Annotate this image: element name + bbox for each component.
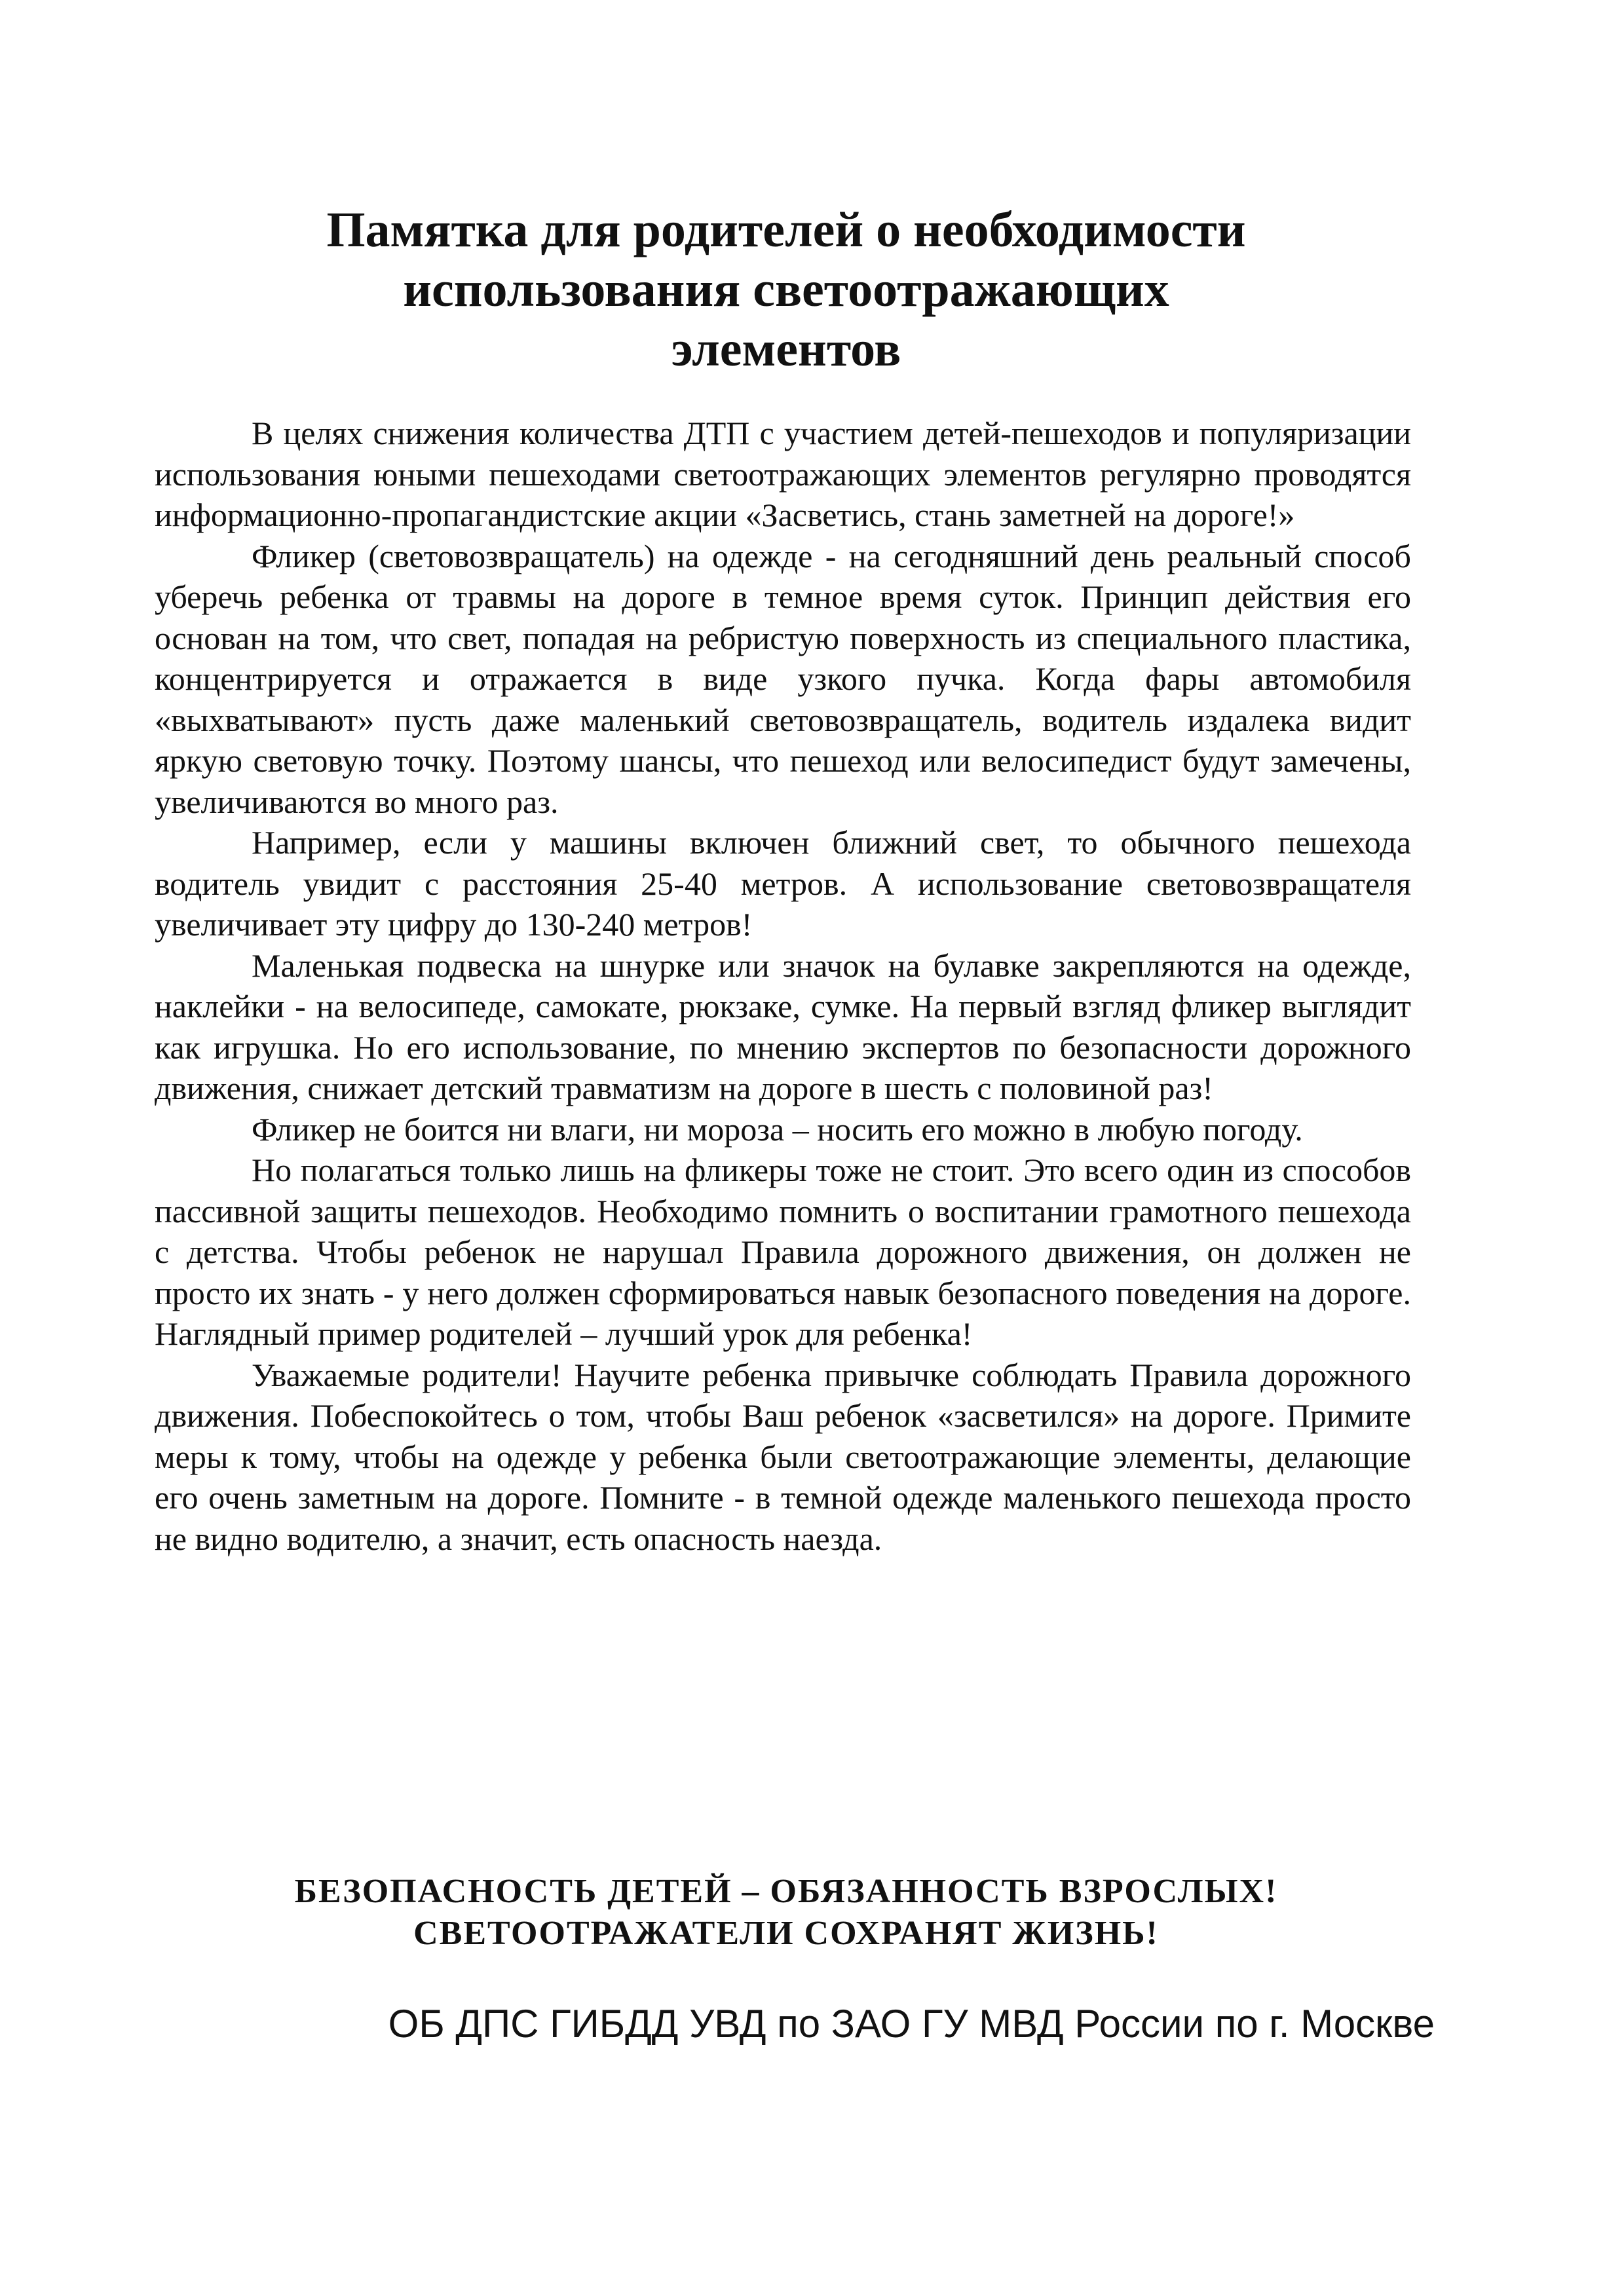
issuer-signature: ОБ ДПС ГИБДД УВД по ЗАО ГУ МВД России по г. Москве: [388, 2002, 1435, 2046]
title-line: элементов: [671, 322, 901, 377]
slogan-line: СВЕТООТРАЖАТЕЛИ СОХРАНЯТ ЖИЗНЬ!: [413, 1915, 1159, 1952]
title-line: использования светоотражающих: [403, 262, 1169, 317]
paragraph-weather: Фликер не боится ни влаги, ни мороза – носить его можно в любую погоду.: [252, 1110, 1303, 1148]
paragraph-appeal-to-parents: Уважаемые родители! Научите ребенка привычке соблюдать Правила дорожного движения. Побеспокойтесь о том, чтобы Ваш ребенок «засветился» на дороге. Примите меры к тому, чтобы на одежде у ребенка были светоотражающие элементы, делающие его очень заметным на дороге. Помните - в темной одежде маленького пешехода просто не видно водителю, а значит, есть опасность наезда.: [155, 1356, 1411, 1557]
paragraph-education: Но полагаться только лишь на фликеры тоже не стоит. Это всего один из способов пассивной защиты пешеходов. Необходимо помнить о воспитании грамотного пешехода с детства. Чтобы ребенок не нарушал Правила дорожного движения, он должен не просто их знать - у него должен сформироваться навык безопасного поведения на дороге. Наглядный пример родителей – лучший урок для ребенка!: [155, 1152, 1411, 1352]
paragraph-flicker-types: Маленькая подвеска на шнурке или значок на булавке закрепляются на одежде, наклейки - на велосипеде, самокате, рюкзаке, сумке. На первый взгляд фликер выглядит как игрушка. Но его использование, по мнению экспертов по безопасности дорожного движения, снижает детский травматизм на дороге в шесть с половиной раз!: [155, 947, 1411, 1106]
paragraph-flicker-principle: Фликер (световозвращатель) на одежде - на сегодняшний день реальный способ уберечь ребенка от травмы на дороге в темное время суток. Принцип действия его основан на том, что свет, попадая на ребристую поверхность из специального пластика, концентрируется и отражается в виде узкого пучка. Когда фары автомобиля «выхватывают» пусть даже маленький световозвращатель, водитель издалека видит яркую световую точку. Поэтому шансы, что пешеход или велосипедист будут замечены, увеличиваются во много раз.: [155, 537, 1411, 820]
document-body: [155, 413, 1411, 1559]
title-line: Памятка для родителей о необходимости: [326, 202, 1246, 257]
slogan-line: БЕЗОПАСНОСТЬ ДЕТЕЙ – ОБЯЗАННОСТЬ ВЗРОСЛЫХ!: [294, 1873, 1278, 1910]
paragraph-visibility-distance: Например, если у машины включен ближний свет, то обычного пешехода водитель увидит с расстояния 25-40 метров. А использование световозвращателя увеличивает эту цифру до 130-240 метров!: [155, 824, 1411, 943]
paragraph-campaign: В целях снижения количества ДТП с участием детей-пешеходов и популяризации использования юными пешеходами светоотражающих элементов регулярно проводятся информационно-пропагандистские акции «Засветись, стань заметней на дороге!»: [155, 415, 1411, 533]
page-title: [164, 200, 1408, 379]
slogan-block: [164, 1871, 1408, 1955]
